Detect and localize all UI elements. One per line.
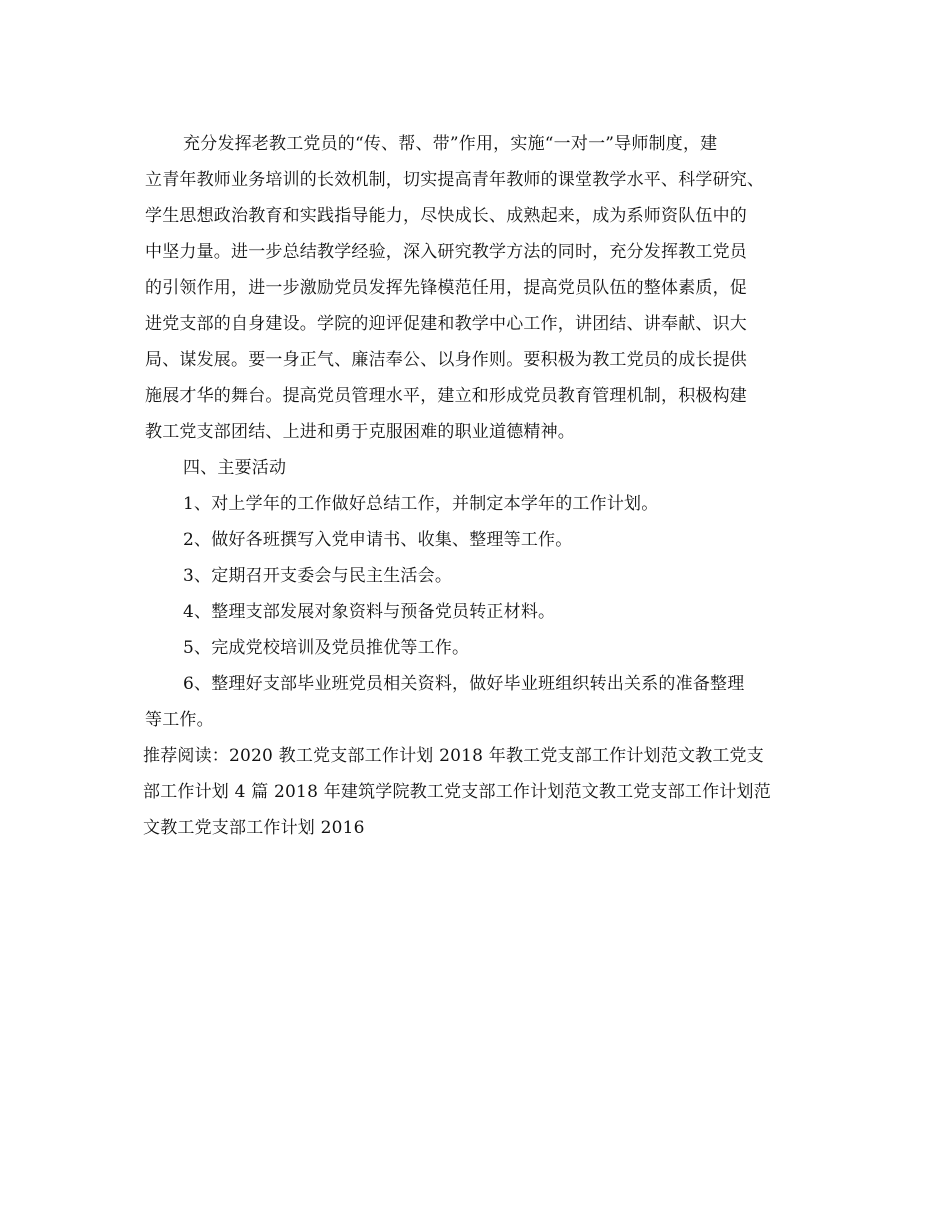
list-item: 6、整理好支部毕业班党员相关资料，做好毕业班组织转出关系的准备整理 xyxy=(183,674,745,694)
paragraph-line: 的引领作用，进一步激励党员发挥先锋模范任用，提高党员队伍的整体素质，促 xyxy=(145,278,747,298)
recommend-line: 部工作计划 4 篇 2018 年建筑学院教工党支部工作计划范文教工党支部工作计划范 xyxy=(143,782,771,802)
body-paragraph xyxy=(145,126,815,450)
activity-list xyxy=(145,486,815,738)
list-item: 1、对上学年的工作做好总结工作，并制定本学年的工作计划。 xyxy=(183,494,659,514)
list-item: 4、整理支部发展对象资料与预备党员转正材料。 xyxy=(183,602,556,622)
recommended-reading xyxy=(143,738,815,846)
paragraph-line: 进党支部的自身建设。学院的迎评促建和教学中心工作，讲团结、讲奉献、识大 xyxy=(145,314,747,334)
recommend-line: 推荐阅读：2020 教工党支部工作计划 2018 年教工党支部工作计划范文教工党支 xyxy=(143,746,764,766)
paragraph-line: 充分发挥老教工党员的“传、帮、带”作用，实施“一对一”导师制度，建 xyxy=(183,134,718,154)
document-page xyxy=(145,126,815,846)
recommend-line: 文教工党支部工作计划 2016 xyxy=(143,818,365,838)
paragraph-line: 局、谋发展。要一身正气、廉洁奉公、以身作则。要积极为教工党员的成长提供 xyxy=(145,350,747,370)
list-item: 2、做好各班撰写入党申请书、收集、整理等工作。 xyxy=(183,530,573,550)
section-heading: 四、主要活动 xyxy=(183,458,287,478)
paragraph-line: 立青年教师业务培训的长效机制，切实提高青年教师的课堂教学水平、科学研究、 xyxy=(145,170,765,190)
list-item: 5、完成党校培训及党员推优等工作。 xyxy=(183,638,470,658)
paragraph-line: 中坚力量。进一步总结教学经验，深入研究教学方法的同时，充分发挥教工党员 xyxy=(145,242,747,262)
paragraph-line: 教工党支部团结、上进和勇于克服困难的职业道德精神。 xyxy=(145,422,575,442)
paragraph-line: 施展才华的舞台。提高党员管理水平，建立和形成党员教育管理机制，积极构建 xyxy=(145,386,747,406)
list-item: 3、定期召开支委会与民主生活会。 xyxy=(183,566,453,586)
list-item-continuation: 等工作。 xyxy=(145,710,214,730)
paragraph-line: 学生思想政治教育和实践指导能力，尽快成长、成熟起来，成为系师资队伍中的 xyxy=(145,206,747,226)
